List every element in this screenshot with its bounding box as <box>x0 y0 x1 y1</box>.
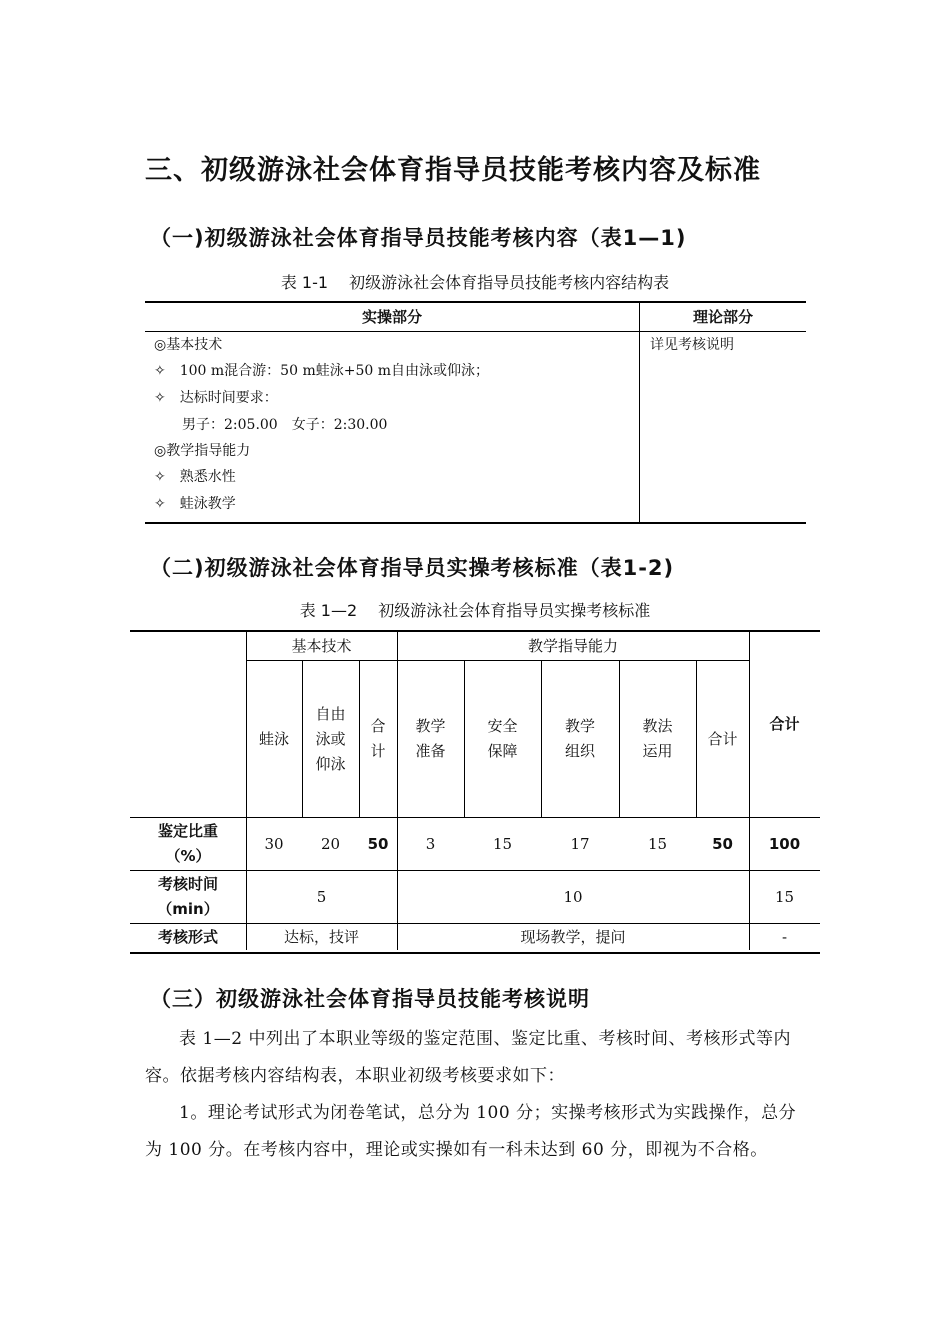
paragraph: 表 1—2 中列出了本职业等级的鉴定范围、鉴定比重、考核时间、考核形式等内容。依据考核内容结构表，本职业初级考核要求如下： <box>145 1029 791 1086</box>
sub-header: 合计 <box>370 717 386 760</box>
weight-cell: 50 <box>367 834 389 853</box>
practical-standards-table <box>130 630 820 954</box>
time-teaching: 10 <box>563 887 583 906</box>
table2-caption: 表 1—2 初级游泳社会体育指导员实操考核标准 <box>299 601 651 620</box>
sub-header: 教学准备 <box>415 717 446 760</box>
practical-line: ✧ 100 m混合游：50 m蛙泳+50 m自由泳或仰泳； <box>154 363 489 379</box>
weight-total: 100 <box>768 834 801 853</box>
weight-cell: 15 <box>647 834 668 853</box>
weight-cell: 3 <box>425 834 436 853</box>
sub-header: 教学组织 <box>564 717 595 760</box>
content-structure-table <box>145 301 806 524</box>
subsection-title-1: （一)初级游泳社会体育指导员技能考核内容（表1—1) <box>150 226 687 250</box>
practical-line: ✧ 蛙泳教学 <box>154 496 236 512</box>
header-theory: 理论部分 <box>692 308 753 326</box>
practical-line: ✧ 达标时间要求： <box>154 390 278 406</box>
practical-line: ✧ 熟悉水性 <box>154 469 236 485</box>
sub-header: 蛙泳 <box>258 729 289 748</box>
weight-cell: 20 <box>320 834 341 853</box>
weight-cell: 15 <box>492 834 513 853</box>
group-basic-skills: 基本技术 <box>291 636 352 655</box>
practical-line: ◎基本技术 <box>154 337 223 353</box>
row-label-time: 考核时间（min） <box>157 875 219 918</box>
row-label-weight: 鉴定比重（%） <box>157 822 218 865</box>
subsection-title-3: （三）初级游泳社会体育指导员技能考核说明 <box>150 987 590 1011</box>
form-basic: 达标，技评 <box>283 927 359 946</box>
sub-header: 合计 <box>707 729 738 748</box>
subsection-title-2: （二)初级游泳社会体育指导员实操考核标准（表1-2) <box>150 556 675 580</box>
sub-header: 教法运用 <box>642 717 673 760</box>
weight-cell: 17 <box>570 834 590 853</box>
weight-cell: 50 <box>712 834 733 853</box>
practical-line: 男子：2:05.00 女子：2:30.00 <box>154 417 388 433</box>
row-label-form: 考核形式 <box>157 927 218 946</box>
section-title: 三、初级游泳社会体育指导员技能考核内容及标准 <box>145 155 761 186</box>
time-basic: 5 <box>316 887 327 906</box>
header-practical: 实操部分 <box>361 308 422 326</box>
paragraph: 1。理论考试形式为闭卷笔试，总分为 100 分；实操考核形式为实践操作，总分为 100 分。在考核内容中，理论或实操如有一科未达到 60 分，即视为不合格。 <box>145 1103 797 1160</box>
total-header: 合计 <box>769 715 800 733</box>
sub-header: 自由泳或仰泳 <box>315 704 346 773</box>
table1-caption: 表 1-1 初级游泳社会体育指导员技能考核内容结构表 <box>280 273 670 292</box>
form-teaching: 现场教学，提问 <box>520 927 626 946</box>
form-total: - <box>781 927 788 946</box>
group-teaching-ability: 教学指导能力 <box>527 636 618 655</box>
theory-note: 详见考核说明 <box>650 337 734 353</box>
time-total: 15 <box>774 887 795 906</box>
practical-line: ◎教学指导能力 <box>154 443 251 459</box>
weight-cell: 30 <box>264 834 284 853</box>
sub-header: 安全保障 <box>487 717 518 760</box>
